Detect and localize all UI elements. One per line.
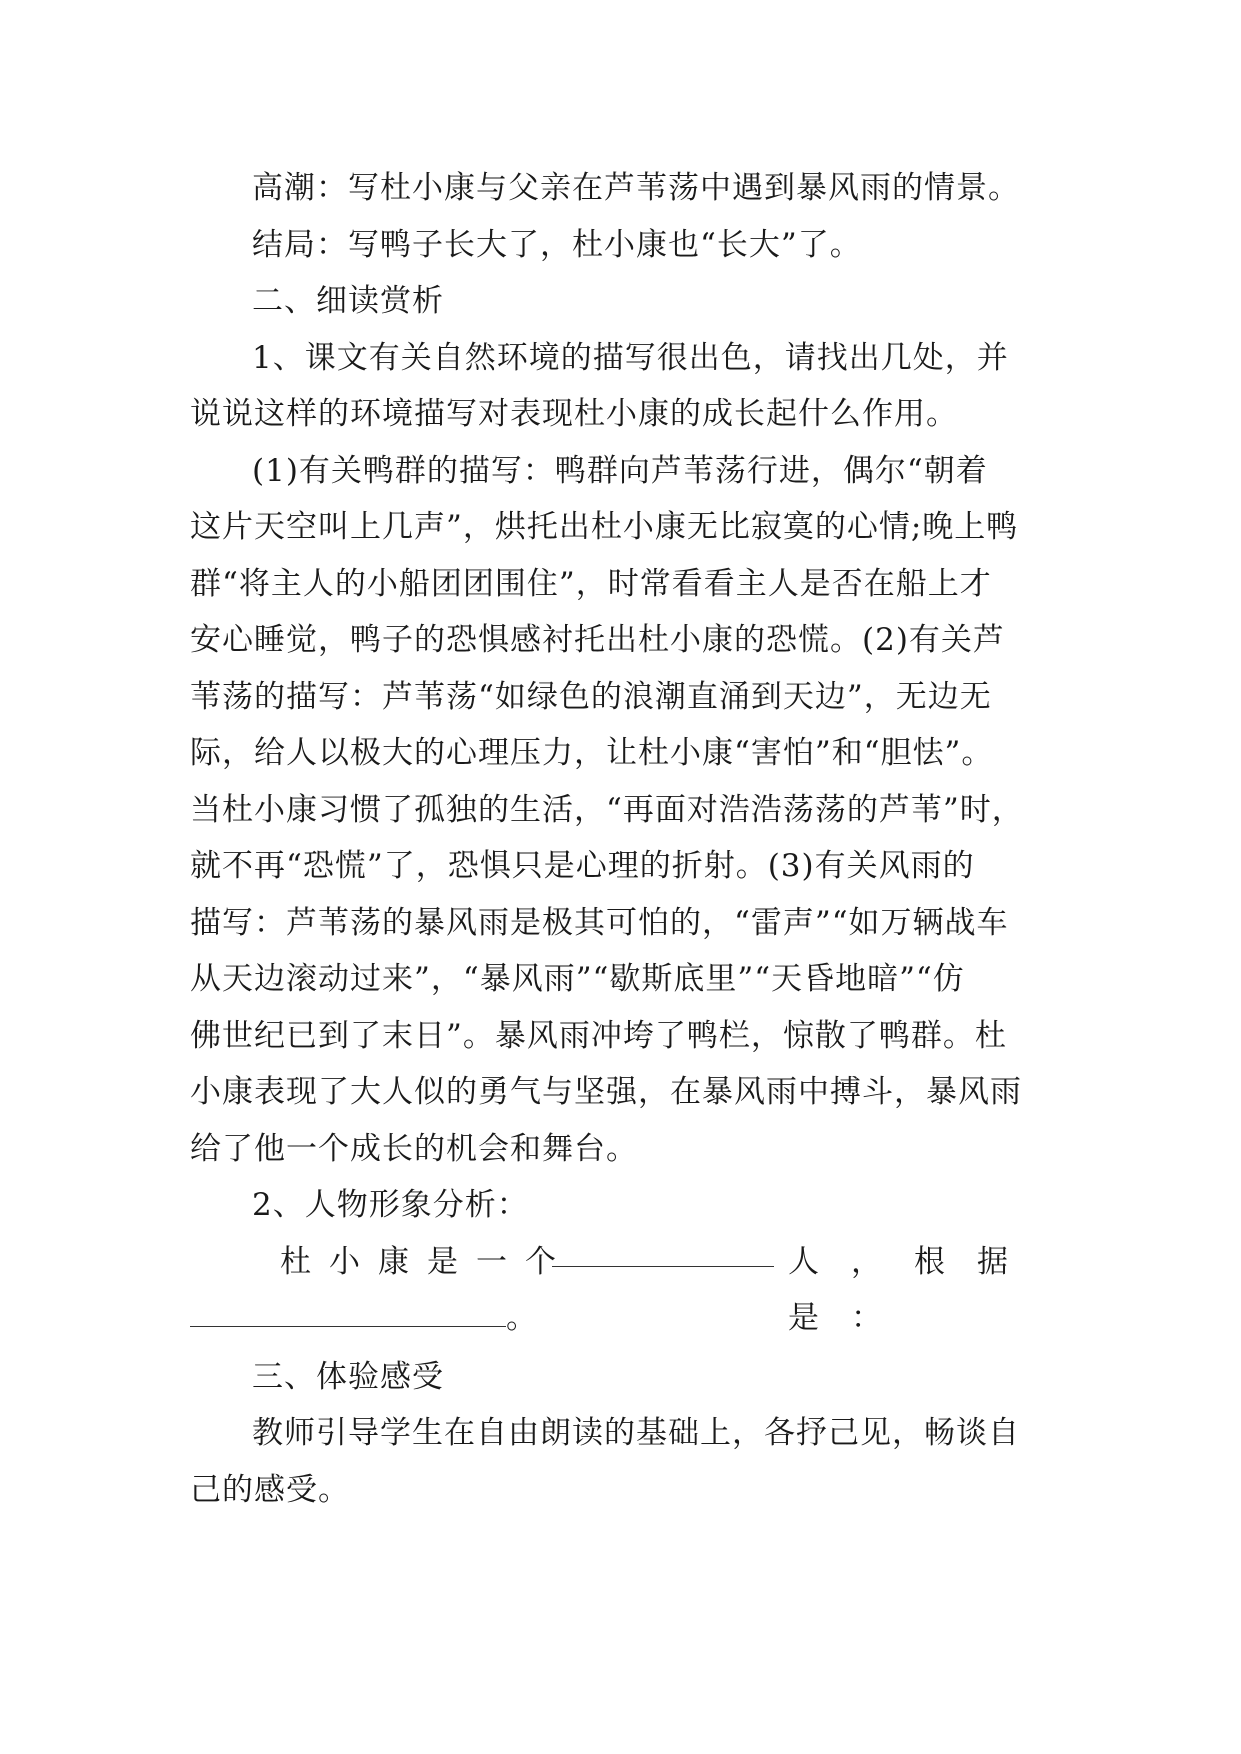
answer-line: 从天边滚动过来”，“暴风雨”“歇斯底里”“天昏地暗”“仿 <box>190 961 965 997</box>
plot-climax-line: 高潮：写杜小康与父亲在芦苇荡中遇到暴风雨的情景。 <box>252 170 1020 206</box>
answer-line: 当杜小康习惯了孤独的生活，“再面对浩浩荡荡的芦苇”时， <box>190 791 1024 828</box>
answer-line: 小康表现了大人似的勇气与坚强，在暴风雨中搏斗，暴风雨 <box>190 1074 1022 1110</box>
answer-line: 安心睡觉，鸭子的恐惧感衬托出杜小康的恐慌。(2)有关芦 <box>190 622 1005 658</box>
answer-line: 这片天空叫上几声”，烘托出杜小康无比寂寞的心情;晚上鸭 <box>190 509 1019 545</box>
experience-line-1: 教师引导学生在自由朗读的基础上，各抒己见，畅谈自 <box>252 1415 1020 1451</box>
fill-in-suffix: 人，根据是： <box>788 1243 1040 1336</box>
fill-in-sentence-continued <box>190 1290 1050 1347</box>
answer-line: 给了他一个成长的机会和舞台。 <box>190 1130 638 1167</box>
answer-line: 际，给人以极大的心理压力，让杜小康“害怕”和“胆怯”。 <box>190 735 994 771</box>
question-1-line-1: 1、课文有关自然环境的描写很出色，请找出几处，并 <box>252 339 1009 376</box>
answer-line: 苇荡的描写：芦苇荡“如绿色的浪潮直涌到天边”，无边无 <box>190 678 992 715</box>
fill-in-prefix: 杜小康是一个 <box>280 1243 574 1280</box>
plot-ending-line: 结局：写鸭子长大了，杜小康也“长大”了。 <box>252 226 862 263</box>
answer-line: 群“将主人的小船团团围住”，时常看看主人是否在船上才 <box>190 565 992 602</box>
question-2-heading: 2、人物形象分析： <box>252 1187 529 1223</box>
answer-line: 佛世纪已到了末日”。暴风雨冲垮了鸭栏，惊散了鸭群。杜 <box>190 1017 1007 1054</box>
fill-in-sentence <box>190 1234 1050 1336</box>
answer-line: 就不再“恐慌”了，恐惧只是心理的折射。(3)有关风雨的 <box>190 848 975 884</box>
experience-line-2: 己的感受。 <box>190 1471 350 1508</box>
section-heading-reading-analysis: 二、细读赏析 <box>252 283 444 319</box>
section-heading-experience: 三、体验感受 <box>252 1358 444 1395</box>
fill-in-blank-evidence[interactable] <box>190 1326 506 1327</box>
fill-in-blank-trait[interactable] <box>552 1266 774 1267</box>
answer-line: (1)有关鸭群的描写：鸭群向芦苇荡行进，偶尔“朝着 <box>252 452 988 489</box>
answer-line: 描写：芦苇荡的暴风雨是极其可怕的，“雷声”“如万辆战车 <box>190 904 1009 941</box>
document-body <box>190 160 1050 1518</box>
fill-in-period: 。 <box>506 1300 537 1336</box>
question-1-line-2: 说说这样的环境描写对表现杜小康的成长起什么作用。 <box>190 396 958 432</box>
